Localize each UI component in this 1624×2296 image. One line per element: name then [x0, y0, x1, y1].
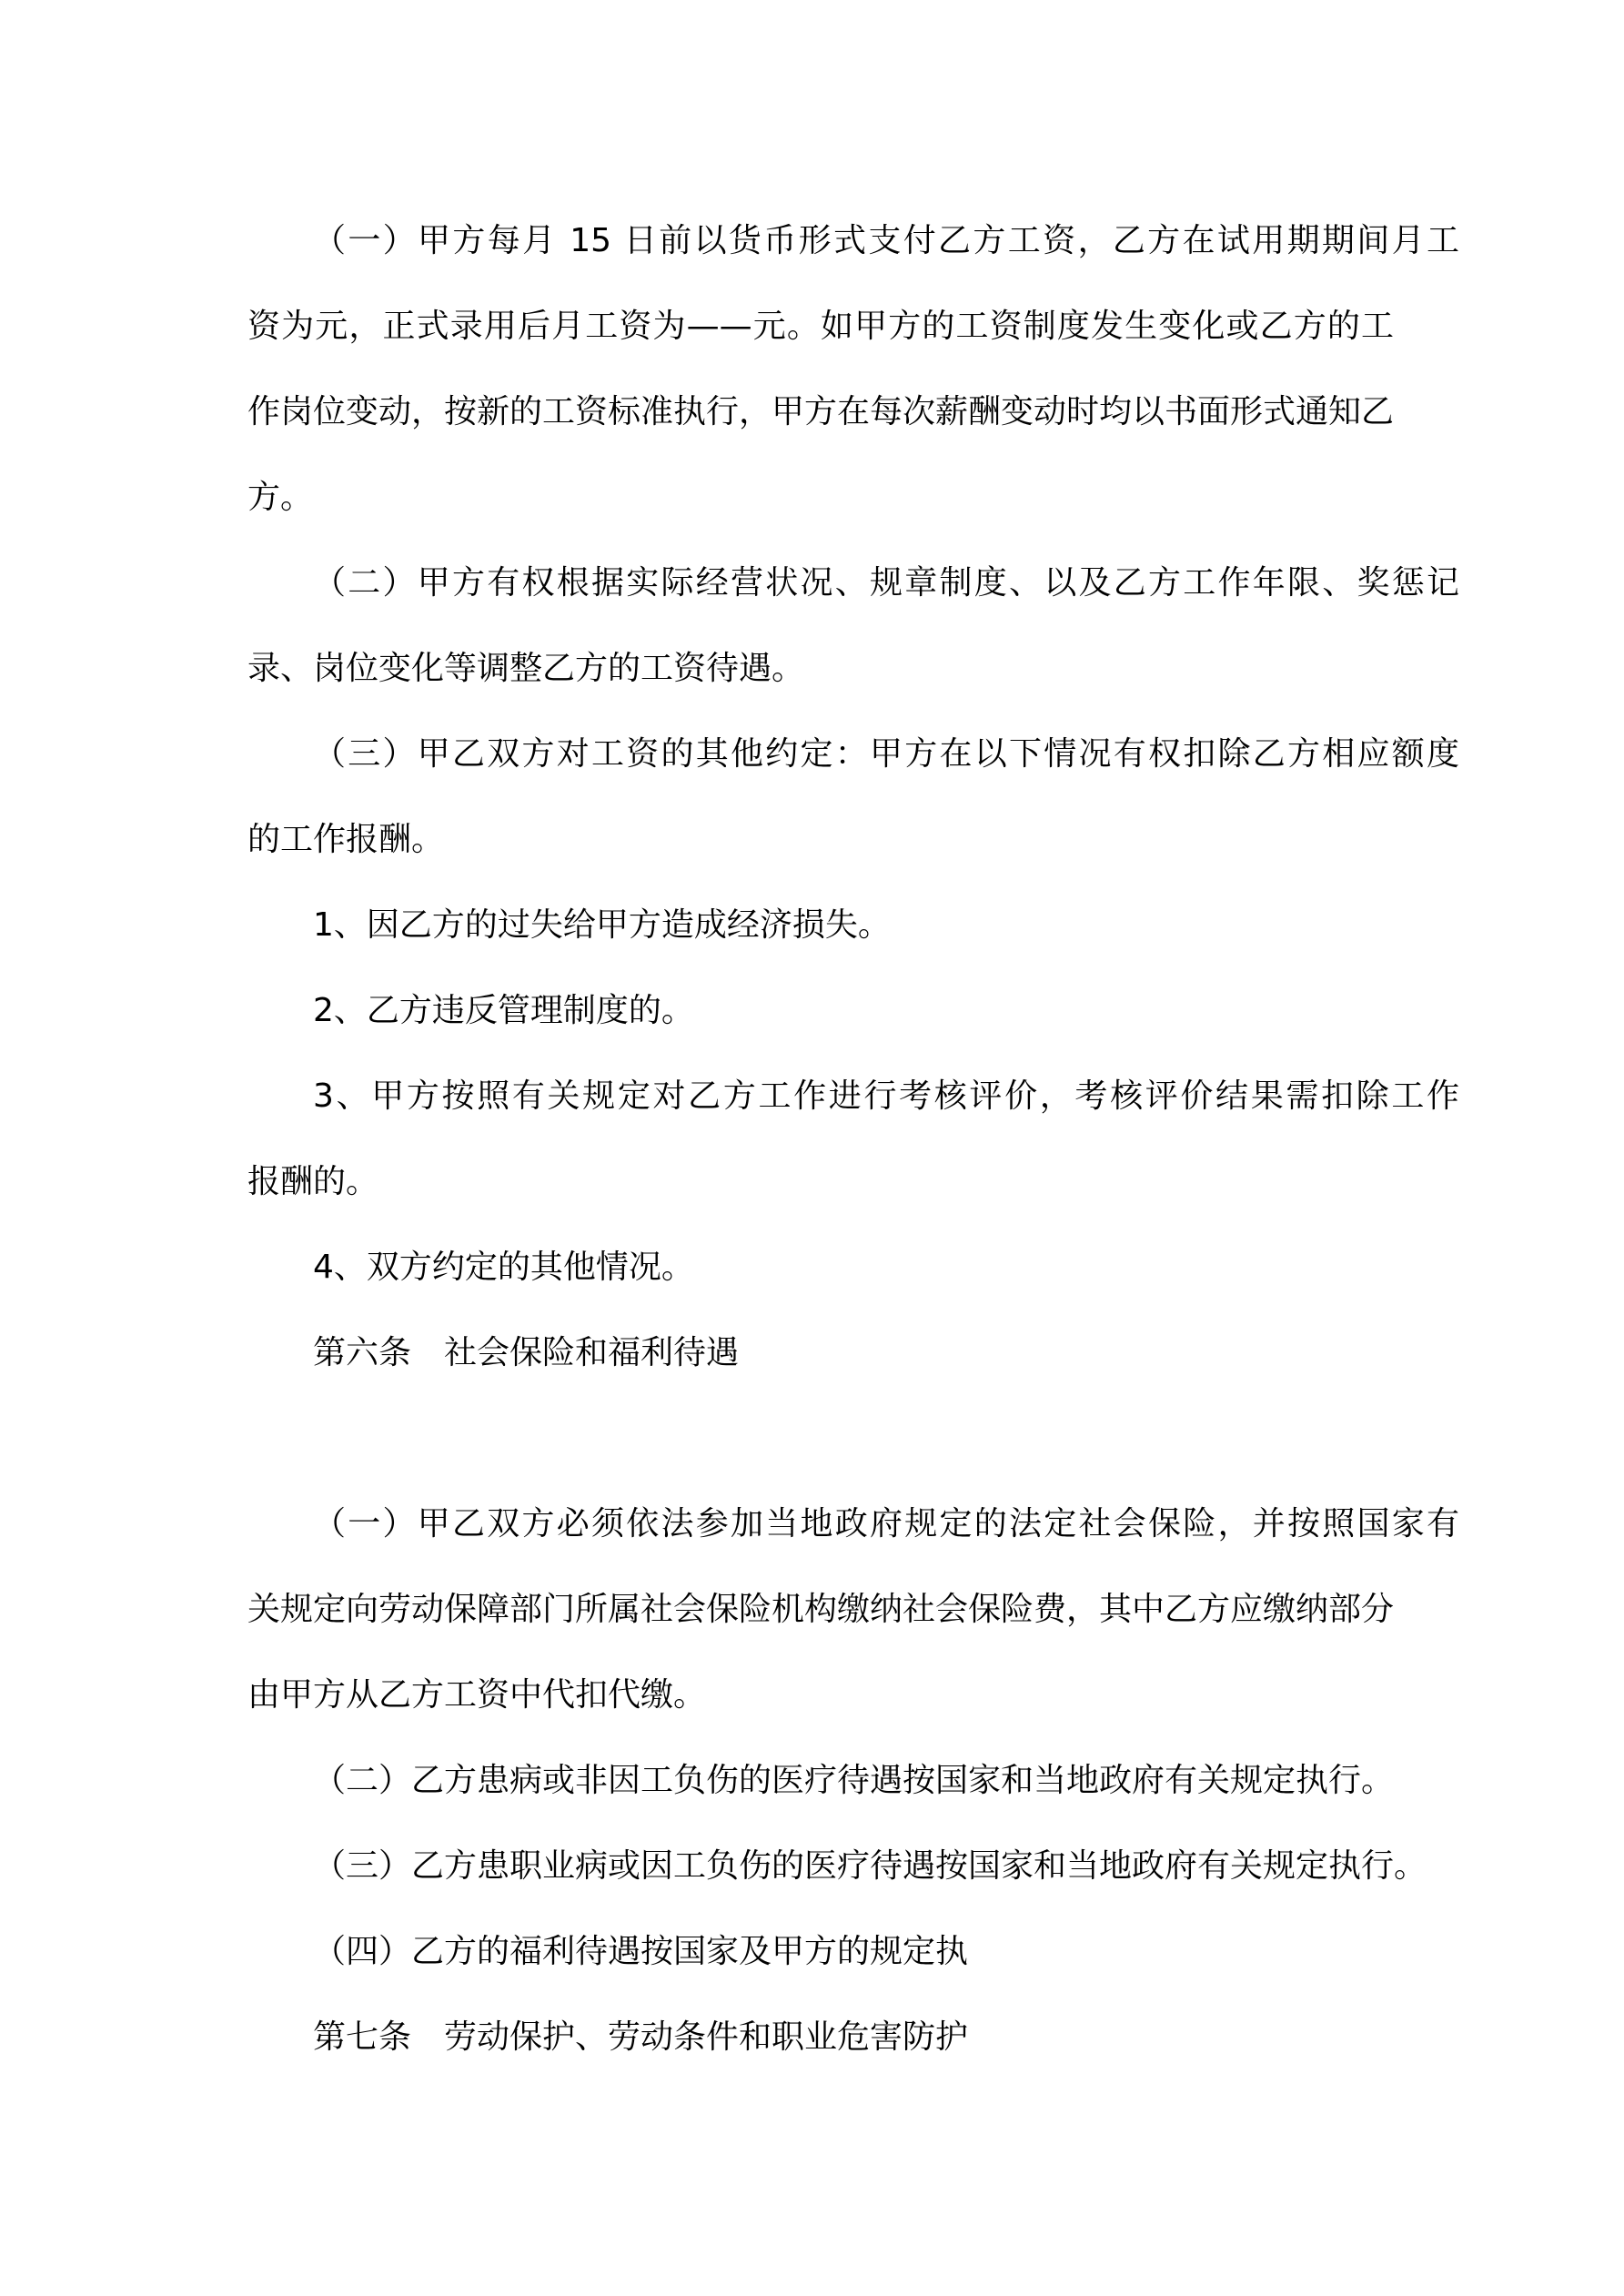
paragraph-line: （三）乙方患职业病或因工负伤的医疗待遇按国家和当地政府有关规定执行。: [313, 1847, 1427, 1885]
paragraph-line: 方。: [247, 479, 314, 516]
paragraph-line: （四）乙方的福利待遇按国家及甲方的规定执: [313, 1933, 969, 1970]
list-item: 1、因乙方的过失给甲方造成经济损失。: [313, 906, 891, 944]
paragraph-line: 资为元，正式录用后月工资为——元。如甲方的工资制度发生变化或乙方的工: [247, 308, 1394, 345]
paragraph-line: 关规定向劳动保障部门所属社会保险机构缴纳社会保险费，其中乙方应缴纳部分: [247, 1591, 1395, 1628]
paragraph-line: 录、岗位变化等调整乙方的工资待遇。: [247, 650, 805, 687]
paragraph-line: （三）甲乙双方对工资的其他约定：甲方在以下情况有权扣除乙方相应额度: [313, 735, 1459, 773]
section-heading: 第七条 劳动保护、劳动条件和职业危害防护: [313, 2018, 969, 2056]
list-item: 3、甲方按照有关规定对乙方工作进行考核评价，考核评价结果需扣除工作: [313, 1077, 1459, 1115]
paragraph-line: （一）甲乙双方必须依法参加当地政府规定的法定社会保险，并按照国家有: [313, 1505, 1459, 1542]
paragraph-line: （一）甲方每月 15 日前以货币形式支付乙方工资，乙方在试用期期间月工: [313, 222, 1459, 259]
paragraph-line: （二）甲方有权根据实际经营状况、规章制度、以及乙方工作年限、奖惩记: [313, 564, 1459, 602]
paragraph-line: 由甲方从乙方工资中代扣代缴。: [247, 1676, 707, 1714]
paragraph-line: 的工作报酬。: [247, 821, 445, 858]
paragraph-line: 作岗位变动，按新的工资标准执行，甲方在每次薪酬变动时均以书面形式通知乙: [247, 393, 1395, 430]
list-item: 报酬的。: [247, 1163, 379, 1200]
paragraph-line: （二）乙方患病或非因工负伤的医疗待遇按国家和当地政府有关规定执行。: [313, 1762, 1395, 1799]
section-heading: 第六条 社会保险和福利待遇: [313, 1334, 740, 1371]
list-item: 2、乙方违反管理制度的。: [313, 992, 694, 1029]
list-item: 4、双方约定的其他情况。: [313, 1249, 694, 1286]
